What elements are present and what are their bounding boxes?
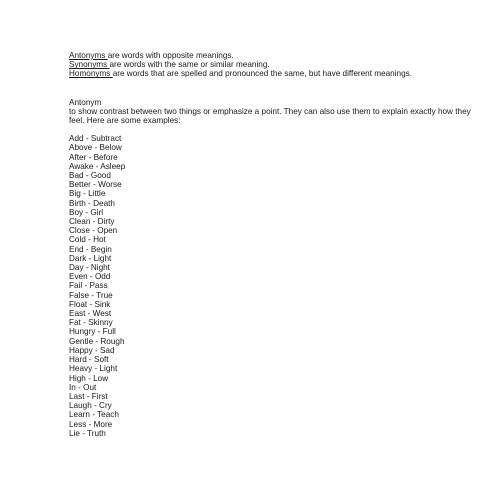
spacer	[69, 79, 479, 98]
definition-antonyms	[69, 51, 479, 60]
antonym-pair: After - Before	[69, 152, 118, 162]
term-homonyms: Homonyms	[69, 69, 113, 79]
antonym-pair: Bad - Good	[69, 171, 111, 181]
antonym-pair: Less - More	[69, 419, 113, 429]
section-intro: to show contrast between two things or emphasize a point. They can also use them to explain exactly how they feel. Here are some examples:	[69, 106, 471, 126]
antonym-pair: Hard - Soft	[69, 355, 109, 365]
antonym-pair: East - West	[69, 309, 112, 319]
antonym-pair: Add - Subtract	[69, 134, 122, 144]
antonym-pair: Big - Little	[69, 189, 106, 199]
antonym-pair: Day - Night	[69, 263, 110, 273]
definition-synonyms-text: are words with the same or similar meaning.	[109, 60, 270, 70]
document-body	[69, 51, 479, 438]
antonym-pair: Learn - Teach	[69, 410, 119, 420]
antonym-pair: In - Out	[69, 382, 97, 392]
antonym-pair: Gentle - Rough	[69, 336, 125, 346]
antonym-pair: Happy - Sad	[69, 345, 115, 355]
definition-homonyms	[69, 69, 479, 78]
antonym-pair: Fail - Pass	[69, 281, 108, 291]
spacer	[69, 125, 479, 134]
antonym-pair: Cold - Hot	[69, 235, 106, 245]
antonym-pair: Clean - Dirty	[69, 217, 115, 227]
antonym-pair: Laugh - Cry	[69, 401, 112, 411]
antonym-pair: Fat - Skinny	[69, 318, 113, 328]
antonym-pair: Boy - Girl	[69, 207, 104, 217]
term-antonyms: Antonyms	[69, 51, 108, 60]
antonym-pair: Above - Below	[69, 143, 122, 153]
antonym-pair: End - Begin	[69, 244, 112, 254]
antonym-pair: Better - Worse	[69, 180, 122, 190]
definition-synonyms	[69, 60, 479, 69]
antonym-pair: Last - First	[69, 391, 108, 401]
antonym-pair: Even - Odd	[69, 272, 111, 282]
antonym-pair: False - True	[69, 290, 113, 300]
antonym-pair: Hungry - Full	[69, 327, 116, 337]
antonym-pair: High - Low	[69, 373, 109, 383]
antonym-pair: Awake - Asleep	[69, 161, 126, 171]
definition-antonyms-text: are words with opposite meanings.	[107, 51, 234, 60]
antonym-pair: Lie - Truth	[69, 428, 106, 438]
term-synonyms: Synonyms	[69, 60, 110, 70]
definition-homonyms-text: are words that are spelled and pronounced the same, but have different meanings.	[112, 69, 413, 79]
antonym-pair-list	[69, 134, 479, 438]
antonym-pair: Dark - Light	[69, 253, 112, 263]
section-heading: Antonym	[69, 97, 102, 107]
antonym-pair: Close - Open	[69, 226, 118, 236]
antonym-pair: Float - Sink	[69, 299, 111, 309]
antonym-pair: Birth - Death	[69, 198, 115, 208]
antonym-pair: Heavy - Light	[69, 364, 118, 374]
